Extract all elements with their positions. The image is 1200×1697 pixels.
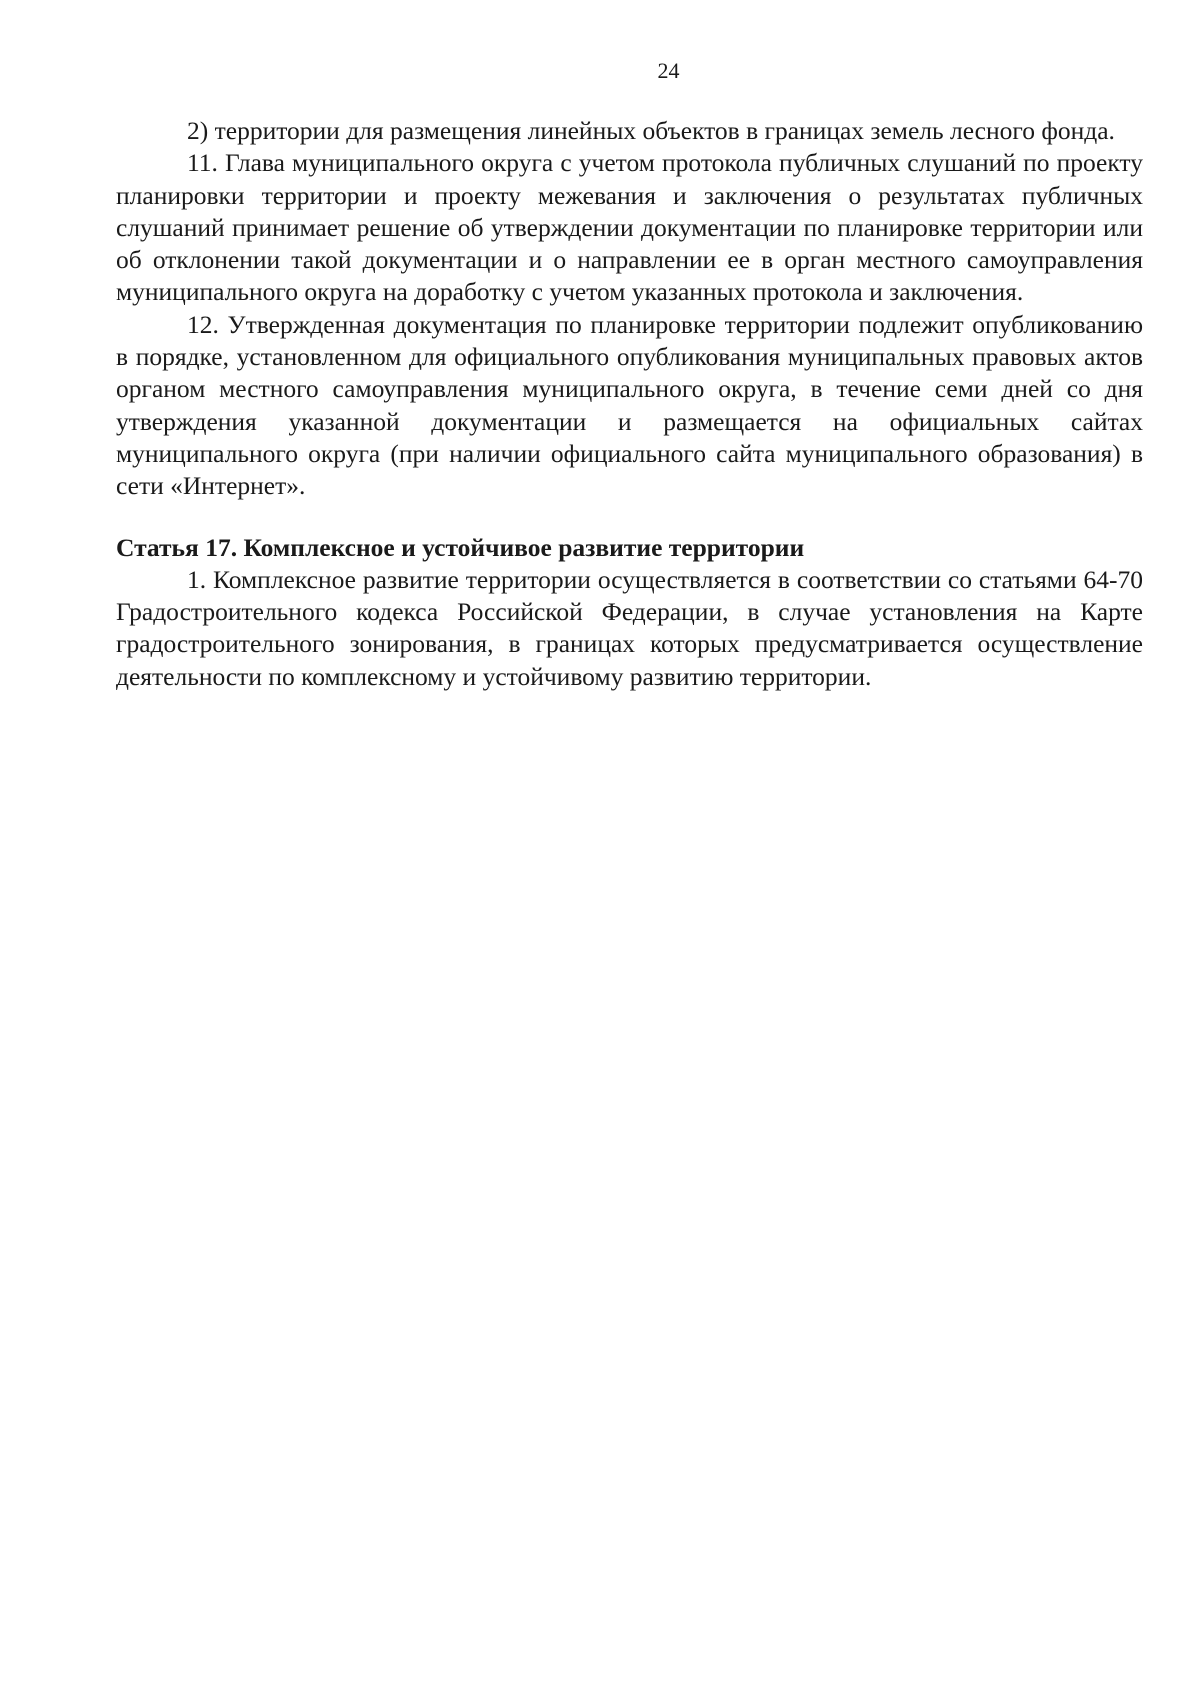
document-body xyxy=(116,115,1143,693)
paragraph-point-12: 12. Утвержденная документация по планировке территории подлежит опубликованию в порядке, установленном для официального опубликования муниципальных правовых актов органом местного самоуправления муниципального округа, в течение семи дней со дня утверждения указанной документации и размещается на официальных сайтах муниципального округа (при наличии официального сайта муниципального образования) в сети «Интернет». xyxy=(116,309,1143,501)
paragraph-point-11: 11. Глава муниципального округа с учетом протокола публичных слушаний по проекту планировки территории и проекту межевания и заключения о результатах публичных слушаний принимает решение об утверждении документации по планировке территории или об отклонении такой документации и о направлении ее в орган местного самоуправления муниципального округа на доработку с учетом указанных протокола и заключения. xyxy=(116,148,1143,307)
paragraph-item-2: 2) территории для размещения линейных объектов в границах земель лесного фонда. xyxy=(187,116,1115,145)
paragraph-article-17-point-1: 1. Комплексное развитие территории осуществляется в соответствии со статьями 64-70 Градостроительного кодекса Российской Федерации, в случае установления на Карте градостроительного зонирования, в границах которых предусматривается осуществление деятельности по комплексному и устойчивому развитию территории. xyxy=(116,564,1143,691)
article-17-heading: Статья 17. Комплексное и устойчивое развитие территории xyxy=(116,532,805,562)
page-number: 24 xyxy=(657,58,680,83)
